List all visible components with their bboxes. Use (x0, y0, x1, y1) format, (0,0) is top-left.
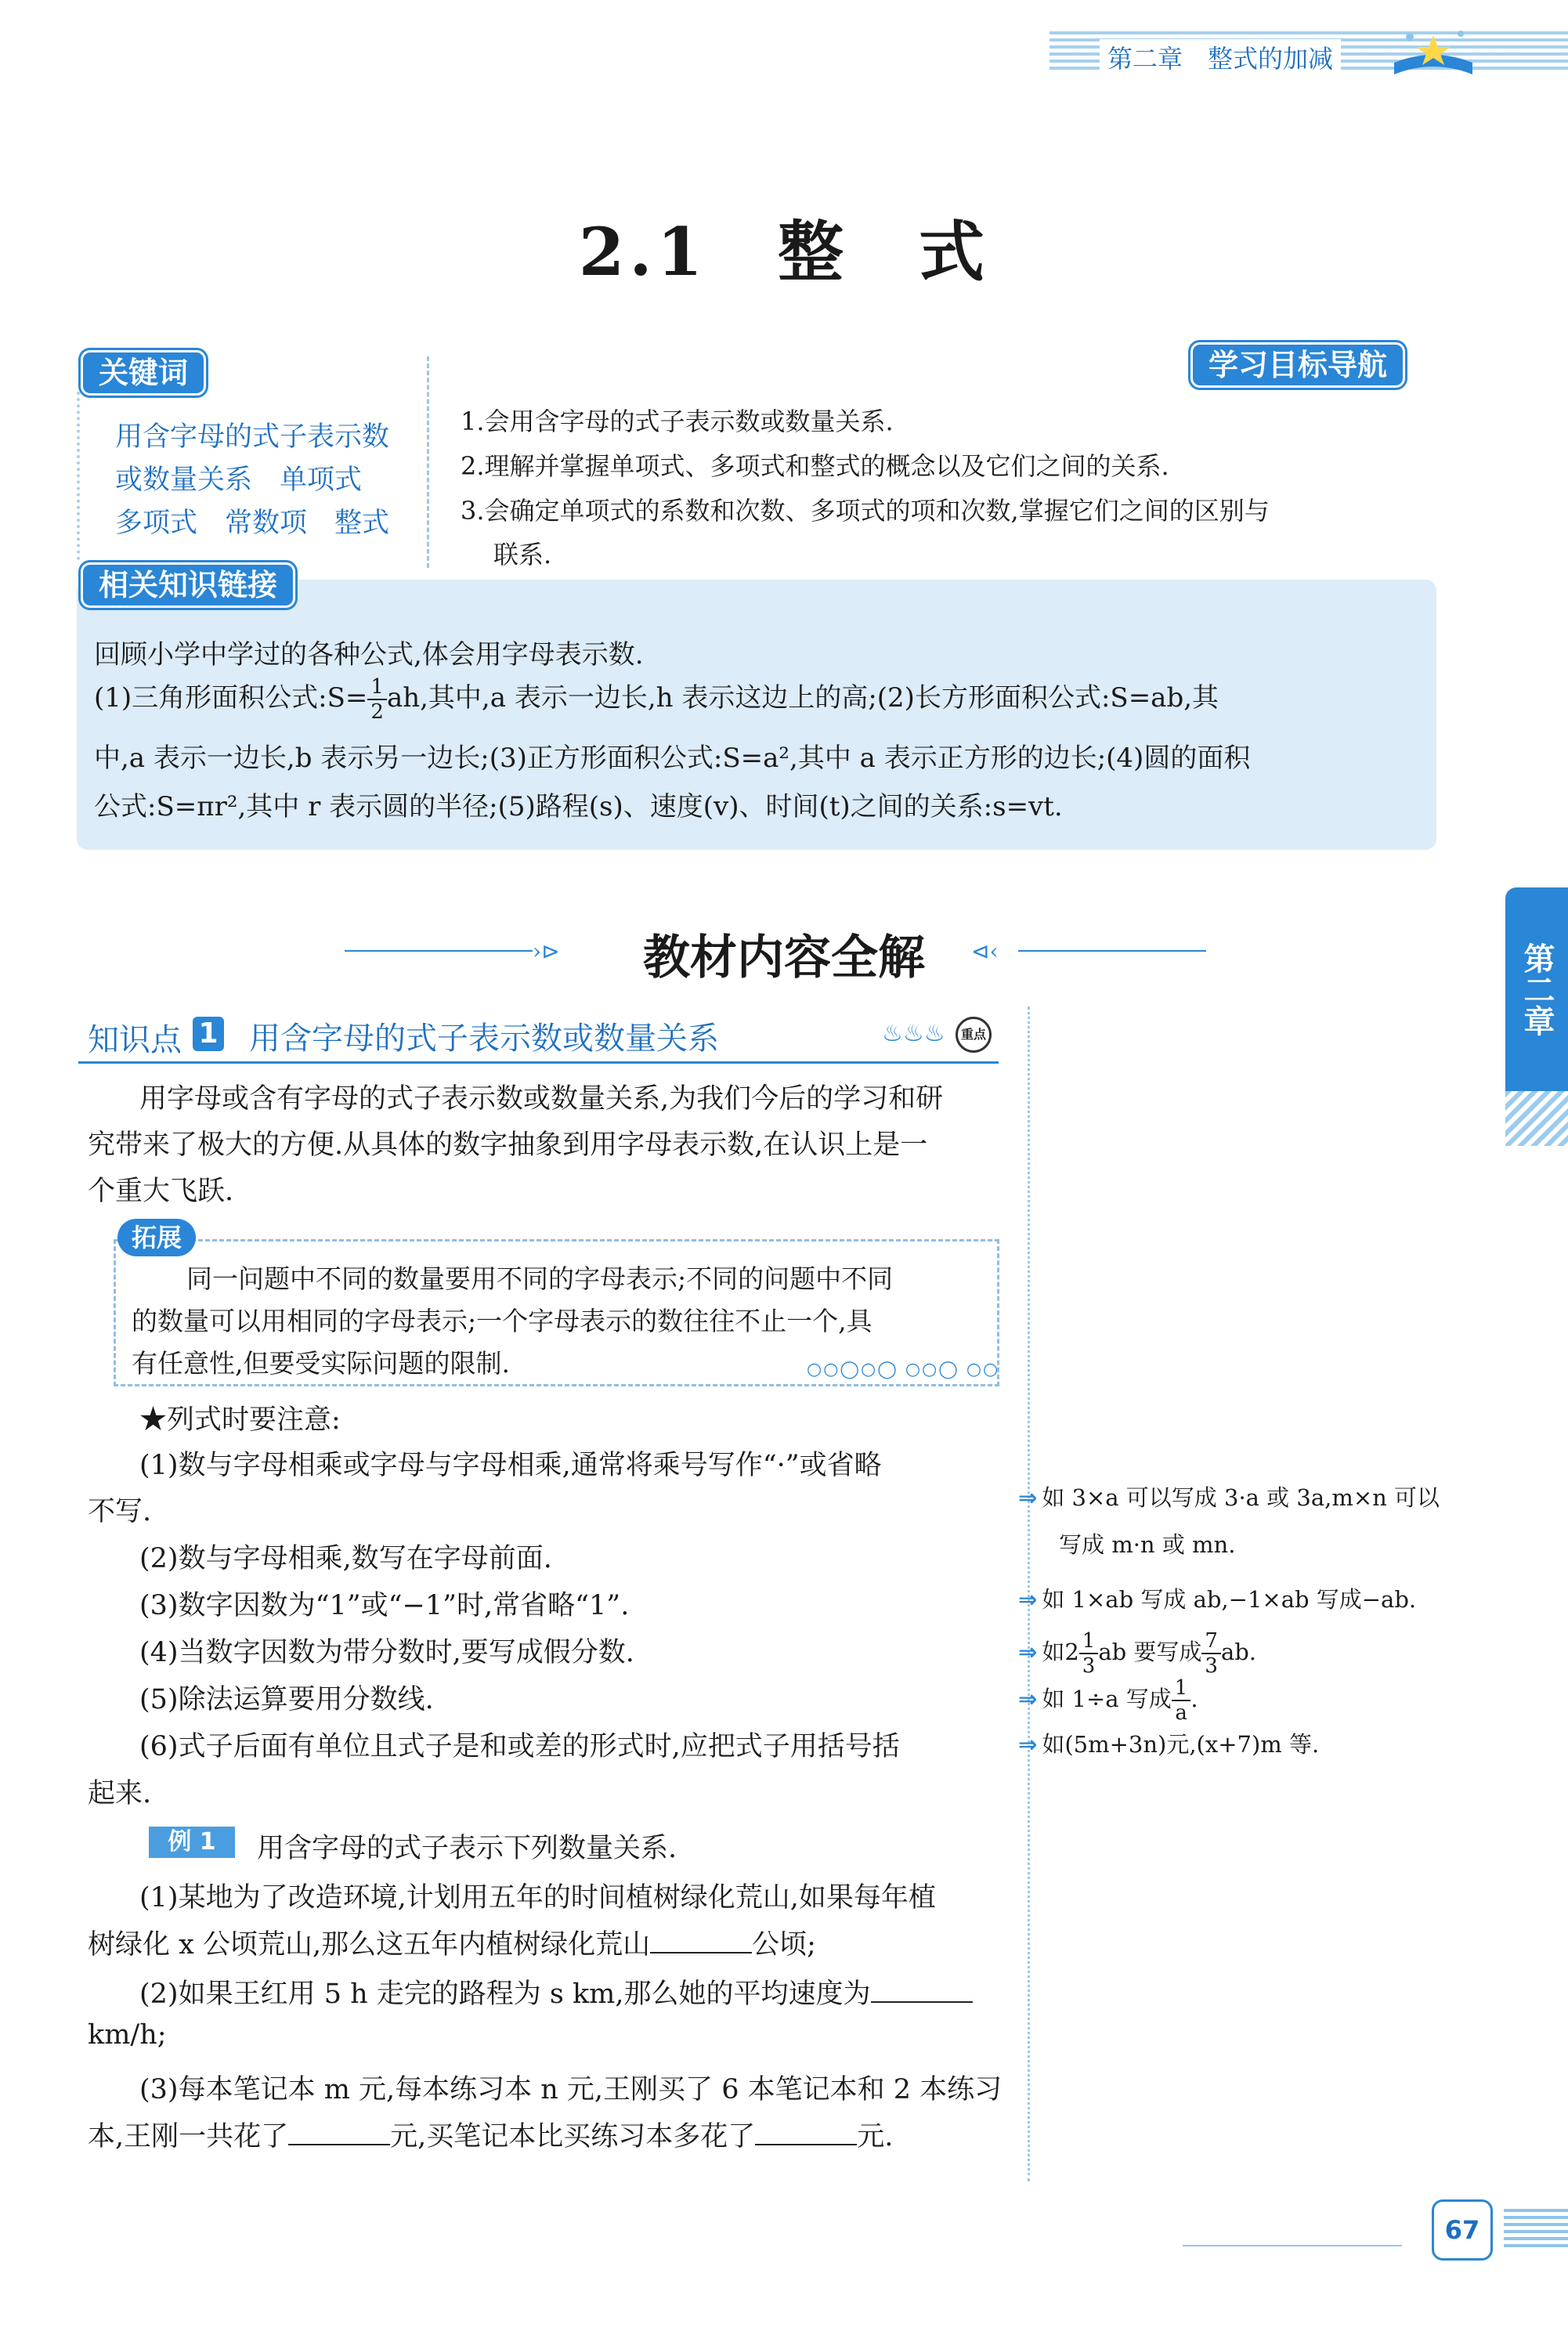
keyword-line: 用含字母的式子表示数 (115, 421, 390, 453)
header-chapter: 第二章 整式的加减 (1100, 39, 1341, 75)
extension-line: 的数量可以用相同的字母表示;一个字母表示的数往往不止一个,具 (132, 1306, 873, 1336)
example-text: (2)如果王红用 5 h 走完的路程为 s km,那么她的平均速度为 (139, 1979, 871, 2010)
keyword-line: 或数量关系 单项式 (115, 464, 363, 496)
related-knowledge-box (77, 580, 1436, 850)
arrow-icon: ⇒ (1018, 1639, 1038, 1665)
arrow-icon: ⇒ (1018, 1586, 1038, 1613)
side-note-text: 如 3×a 可以写成 3·a 或 3a,m×n 可以 (1042, 1484, 1440, 1511)
note-line: (6)式子后面有单位且式子是和或差的形式时,应把式子用括号括 (139, 1731, 900, 1762)
page-number: 67 (1432, 2199, 1493, 2261)
paragraph-line: 个重大飞跃. (88, 1176, 234, 1207)
example-text: 公顷; (752, 1929, 816, 1961)
answer-blank[interactable] (650, 1928, 752, 1953)
example-line (88, 2115, 893, 2154)
note-line: (5)除法运算要用分数线. (139, 1684, 434, 1715)
goal-item: 联系. (493, 540, 552, 569)
note-line: 不写. (88, 1496, 152, 1527)
example-line: km/h; (88, 2019, 167, 2051)
side-note-1 (1018, 1480, 1440, 1513)
related-line-1a: (1)三角形面积公式:S= (94, 682, 368, 714)
example-tag: 例 1 (149, 1827, 235, 1858)
frac-num: 1 (367, 675, 387, 700)
related-line-1b: ah,其中,a 表示一边长,h 表示这边上的高;(2)长方形面积公式:S=ab,其 (386, 682, 1219, 714)
keywords-box (77, 392, 432, 560)
answer-blank[interactable] (288, 2120, 390, 2145)
example-line (139, 1972, 973, 2011)
note-line: 起来. (88, 1778, 152, 1809)
paragraph-line: 究带来了极大的方便.从具体的数字抽象到用字母表示数,在认识上是一 (88, 1129, 928, 1161)
related-tag: 相关知识链接 (81, 562, 295, 608)
footer-rule (1183, 2245, 1402, 2246)
example-line: (1)某地为了改造环境,计划用五年的时间植树绿化荒山,如果每年植 (139, 1882, 936, 1914)
related-line-2: 中,a 表示一边长,b 表示另一边长;(3)正方形面积公式:S=a²,其中 a 表示正方形的边长;(4)圆的面积 (94, 743, 1251, 774)
section-title: 教材内容全解 (643, 931, 925, 985)
goals-tag: 学习目标导航 (1190, 342, 1405, 388)
example-text: 元,买笔记本比买练习本多花了 (390, 2121, 756, 2152)
side-note-text: ab 要写成 (1098, 1639, 1202, 1665)
side-note-text: 如 1×ab 写成 ab,−1×ab 写成−ab. (1042, 1586, 1417, 1613)
answer-blank[interactable] (871, 1978, 973, 2003)
example-text: 本,王刚一共花了 (88, 2121, 289, 2152)
goal-item: 2.理解并掌握单项式、多项式和整式的概念以及它们之间的关系. (461, 451, 1169, 481)
extension-tag: 拓展 (117, 1219, 196, 1256)
answer-blank[interactable] (755, 2120, 857, 2145)
arrow-icon: ⇒ (1018, 1484, 1038, 1511)
chapter-side-tab: 第二章 (1505, 887, 1568, 1091)
extension-line: 同一问题中不同的数量要用不同的字母表示;不同的问题中不同 (186, 1263, 894, 1294)
note-line: (4)当数字因数为带分数时,要写成假分数. (139, 1637, 634, 1668)
keyword-line: 多项式 常数项 整式 (115, 508, 390, 539)
flame-icon: ♨♨♨ (882, 1020, 945, 1047)
keywords-tag: 关键词 (81, 350, 206, 396)
arrow-icon: ⇒ (1018, 1686, 1038, 1712)
side-note-5 (1018, 1727, 1319, 1759)
side-note-2 (1018, 1582, 1416, 1614)
page-title: 2.1 整 式 (578, 213, 990, 291)
note-line: (2)数与字母相乘,数写在字母前面. (139, 1543, 552, 1574)
related-line-1 (94, 675, 1219, 724)
knowledge-point-label: 知识点 (88, 1022, 182, 1058)
frac-den: a (1175, 1701, 1187, 1725)
key-point-badge: 重点 (956, 1017, 992, 1053)
side-note-text: 如(5m+3n)元,(x+7)m 等. (1042, 1731, 1320, 1758)
frac-num: 1 (1079, 1629, 1099, 1654)
side-note-text: ab. (1220, 1639, 1257, 1665)
example-line (88, 1923, 816, 1962)
book-icon (1386, 20, 1480, 82)
frac-den: 3 (1205, 1654, 1218, 1678)
notes-heading: ★列式时要注意: (139, 1404, 341, 1436)
knowledge-point-number: 1 (193, 1017, 224, 1051)
fraction (1172, 1676, 1191, 1725)
frac-den: 2 (370, 700, 384, 724)
side-note-1b: 写成 m·n 或 mn. (1059, 1531, 1236, 1558)
related-intro: 回顾小学中学过的各种公式,体会用字母表示数. (94, 639, 644, 670)
note-line: (3)数字因数为“1”或“−1”时,常省略“1”. (139, 1590, 630, 1621)
fraction (1201, 1629, 1221, 1678)
goal-item: 3.会确定单项式的系数和次数、多项式的项和次数,掌握它们之间的区别与 (461, 496, 1270, 526)
example-text: 元. (857, 2121, 894, 2152)
side-note-4 (1018, 1676, 1198, 1725)
note-line: (1)数与字母相乘或字母与字母相乘,通常将乘号写作“·”或省略 (139, 1450, 882, 1481)
goal-item: 1.会用含字母的式子表示数或数量关系. (461, 407, 894, 436)
side-note-text: 如2 (1042, 1639, 1079, 1665)
example-line: (3)每本笔记本 m 元,每本练习本 n 元,王刚买了 6 本笔记本和 2 本练习 (139, 2074, 1003, 2105)
arrow-icon: ⇒ (1018, 1731, 1038, 1758)
footer-stripes (1504, 2209, 1568, 2248)
frac-num: 7 (1201, 1629, 1221, 1654)
side-tab-stripes (1505, 1091, 1568, 1146)
fraction (1079, 1629, 1099, 1678)
paragraph-line: 用字母或含有字母的式子表示数或数量关系,为我们今后的学习和研 (139, 1083, 944, 1115)
example-text: 树绿化 x 公顷荒山,那么这五年内植树绿化荒山 (88, 1929, 651, 1961)
side-note-3 (1018, 1629, 1256, 1678)
example-prompt: 用含字母的式子表示下列数量关系. (257, 1833, 677, 1864)
frac-num: 1 (1172, 1676, 1191, 1701)
frac-den: 3 (1082, 1654, 1096, 1678)
knowledge-point-underline (78, 1061, 999, 1064)
arrow-right-icon: ›⊳ (533, 938, 560, 964)
goals-box (427, 356, 1438, 568)
knowledge-point-title: 用含字母的式子表示数或数量关系 (249, 1021, 719, 1057)
related-line-3: 公式:S=πr²,其中 r 表示圆的半径;(5)路程(s)、速度(v)、时间(t)之间的关系:s=vt. (94, 791, 1063, 822)
side-note-text: . (1190, 1686, 1198, 1712)
decorative-dots: ○○◯○◯ ○○◯ ○○ (807, 1360, 1000, 1379)
fraction-half (367, 675, 387, 724)
side-note-text: 如 1÷a 写成 (1042, 1686, 1172, 1712)
arrow-left-icon: ⊲‹ (971, 938, 999, 964)
extension-line: 有任意性,但要受实际问题的限制. (132, 1348, 510, 1379)
